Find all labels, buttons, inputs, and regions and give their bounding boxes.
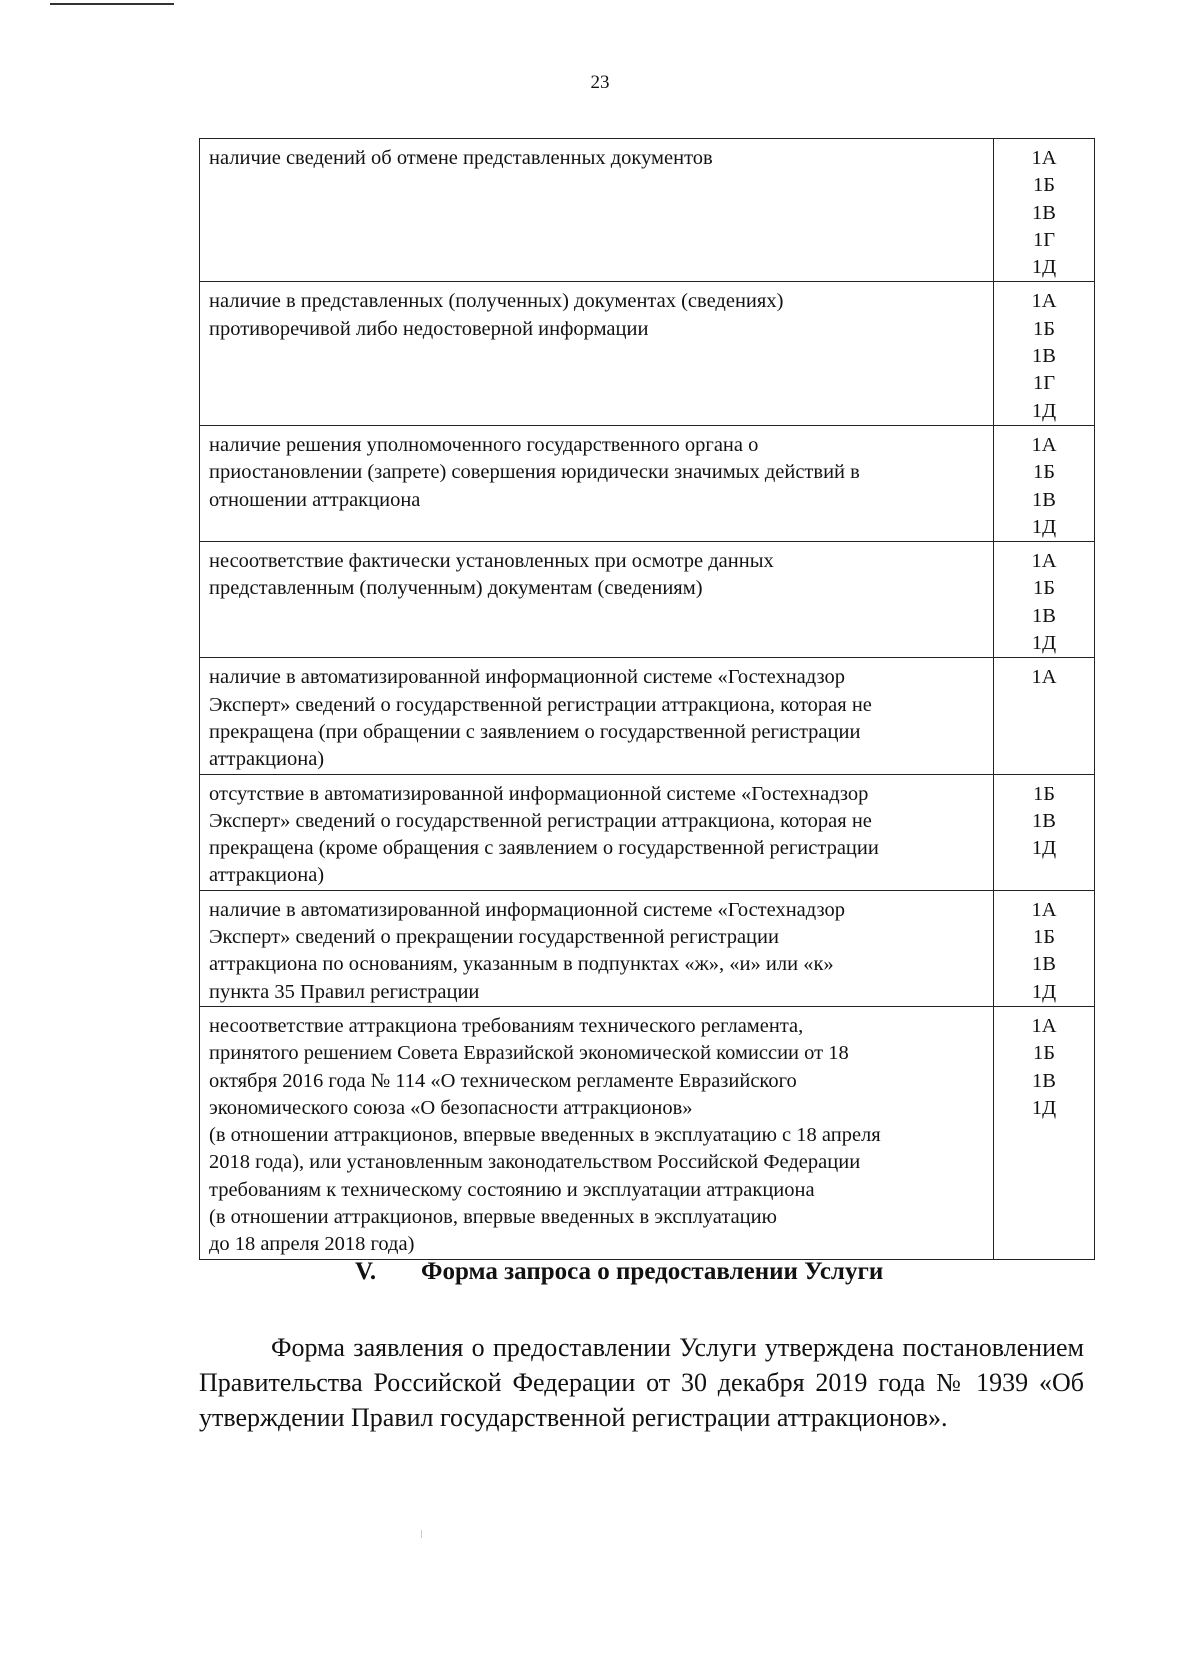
codes-cell (994, 774, 1095, 890)
code-list (994, 426, 1094, 541)
code: 1Д (1031, 980, 1057, 1003)
code: 1Б (1032, 317, 1056, 340)
code-list (994, 891, 1094, 1006)
condition-cell (200, 425, 994, 541)
code-list (994, 542, 1094, 657)
code-list (994, 282, 1094, 424)
code-list (994, 775, 1094, 863)
codes-cell (994, 890, 1095, 1006)
code-list (994, 1007, 1094, 1122)
condition-cell (200, 890, 994, 1006)
code: 1Д (1031, 399, 1057, 422)
table-row (200, 282, 1095, 425)
codes-cell (994, 658, 1095, 774)
section-heading (355, 1258, 883, 1286)
condition-cell (200, 658, 994, 774)
code: 1Д (1031, 256, 1057, 279)
condition-cell (200, 774, 994, 890)
condition-text: несоответствие аттракциона требованиям технического регламента, принятого решением Совета Евразийской экономической комиссии от 18 октября 2016 года № 114 «О техническом регламенте Евразийского экономического союза «О безопасности аттракционов» (в отношении аттракционов, впервые введенных в эксплуатацию с 18 апреля 2018 года), или установленным законодательством Российской Федерации требованиям к техническому состоянию и эксплуатации аттракциона (в отношении аттракционов, впервые введенных в эксплуатацию до 18 апреля 2018 года) (209, 1014, 881, 1256)
table-row (200, 890, 1095, 1006)
code: 1Б (1032, 1042, 1056, 1065)
page-number: 23 (590, 72, 610, 93)
table-row (200, 425, 1095, 541)
code: 1Б (1032, 782, 1056, 805)
code: 1Д (1031, 837, 1057, 860)
code: 1В (1032, 345, 1056, 368)
body-paragraph: Форма заявления о предоставлении Услуги утверждена постановлением Правительства Российской Федерации от 30 декабря 2019 года № 1939 «Об утверждении Правил государственной регистрации аттракционов». (199, 1333, 1084, 1432)
condition-cell (200, 1006, 994, 1259)
code: 1В (1032, 604, 1056, 627)
code: 1В (1032, 1069, 1056, 1092)
codes-cell (994, 139, 1095, 282)
header-rule (50, 3, 174, 5)
section-number: V. (355, 1258, 377, 1285)
table-row (200, 542, 1095, 658)
codes-cell (994, 542, 1095, 658)
section-title: Форма запроса о предоставлении Услуги (421, 1258, 884, 1285)
condition-text: наличие в автоматизированной информационной системе «Гостехнадзор Эксперт» сведений о государственной регистрации аттракциона, которая не прекращена (при обращении с заявлением о государственной регистрации аттракциона) (209, 666, 872, 771)
code: 1В (1032, 201, 1056, 224)
condition-cell (200, 139, 994, 282)
condition-text: наличие в представленных (полученных) документах (сведениях) противоречивой либо недостоверной информации (209, 290, 784, 340)
code: 1Г (1032, 228, 1056, 251)
condition-text: наличие сведений об отмене представленных документов (209, 147, 713, 169)
condition-text: отсутствие в автоматизированной информационной системе «Гостехнадзор Эксперт» сведений о государственной регистрации аттракциона, которая не прекращена (кроме обращения с заявлением о государственной регистрации аттракциона) (209, 782, 879, 887)
code: 1В (1032, 488, 1056, 511)
table-row (200, 1006, 1095, 1259)
code: 1Д (1031, 1096, 1057, 1119)
table-row (200, 774, 1095, 890)
code: 1Б (1032, 926, 1056, 949)
code: 1Б (1032, 461, 1056, 484)
table-row (200, 658, 1095, 774)
criteria-table (199, 138, 1095, 1260)
codes-cell (994, 282, 1095, 425)
codes-cell (994, 1006, 1095, 1259)
code: 1А (1031, 550, 1057, 573)
scan-speck (421, 1530, 422, 1538)
code: 1А (1031, 898, 1057, 921)
code: 1А (1031, 147, 1057, 169)
code: 1В (1032, 953, 1056, 976)
condition-text: наличие решения уполномоченного государственного органа о приостановлении (запрете) совершения юридически значимых действий в отношении аттракциона (209, 433, 860, 511)
code: 1А (1031, 1014, 1057, 1037)
code: 1Д (1031, 515, 1057, 538)
condition-text: несоответствие фактически установленных при осмотре данных представленным (полученным) документам (сведениям) (209, 550, 774, 600)
code: 1А (1031, 290, 1057, 313)
code-list (994, 139, 1094, 281)
condition-cell (200, 542, 994, 658)
code: 1Г (1032, 372, 1056, 395)
code: 1Б (1032, 174, 1056, 197)
condition-text: наличие в автоматизированной информационной системе «Гостехнадзор Эксперт» сведений о прекращении государственной регистрации аттракциона по основаниям, указанным в подпунктах «ж», «и» или «к» пункта 35 Правил регистрации (209, 898, 845, 1003)
code: 1А (1031, 433, 1057, 456)
code: 1А (1031, 666, 1057, 689)
code: 1В (1032, 809, 1056, 832)
code-list (994, 658, 1094, 691)
table-row (200, 139, 1095, 282)
codes-cell (994, 425, 1095, 541)
condition-cell (200, 282, 994, 425)
code: 1Б (1032, 577, 1056, 600)
code: 1Д (1031, 632, 1057, 655)
